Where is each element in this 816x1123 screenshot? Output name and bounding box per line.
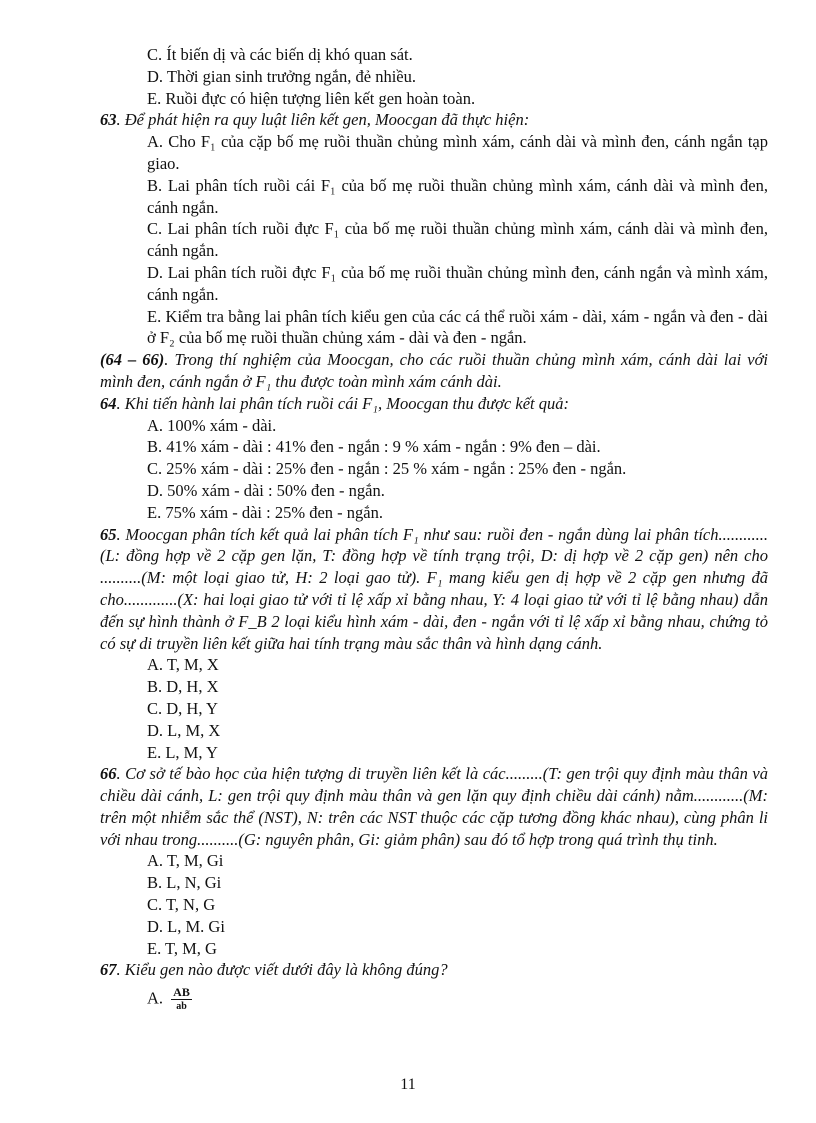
question-67 [100, 959, 768, 981]
option-e: E. T, M, G [147, 938, 217, 958]
option-d: D. Thời gian sinh trưởng ngắn, đẻ nhiều. [147, 66, 416, 86]
question-text: . Khi tiến hành lai phân tích ruồi cái F₁, Moocgan thu được kết quả: [116, 393, 569, 413]
option-c: C. T, N, G [147, 895, 216, 915]
option-label: A. [147, 988, 164, 1008]
option-b: B. D, H, X [147, 677, 219, 697]
option-d: D. L, M, X [147, 720, 221, 740]
option-b: B. 41% xám - dài : 41% đen - ngắn : 9 % xám - ngắn : 9% đen – dài. [147, 437, 601, 457]
question-text: . Để phát hiện ra quy luật liên kết gen, Moocgan đã thực hiện: [116, 110, 530, 130]
question-number: 63 [100, 110, 117, 130]
option-d: D. L, M. Gi [147, 916, 225, 936]
page-number: 11 [400, 1076, 416, 1093]
option-d: D. Lai phân tích ruồi đực F₁ của bố mẹ ruồi thuần chủng mình đen, cánh ngắn và mình xám, cánh ngắn. [147, 262, 768, 304]
fraction-denominator: ab [176, 1001, 187, 1013]
question-text: . Cơ sở tế bào học của hiện tượng di truyền liên kết là các.........(T: gen trội quy định màu thân và chiều dài cánh, L: gen trội quy định màu thân và gen lặn quy định chiều dài cánh) nằm............(M: trên một nhiễm sắc thể (NST), N: trên các NST thuộc các cặp tương đồng khác nhau), cùng phân li với nhau trong..........(G: nguyên phân, Gi: giảm phân) sau đó tổ hợp trong quá trình thụ tinh. [100, 764, 768, 849]
question-number: (64 – 66) [100, 350, 165, 370]
option-a: A. T, M, X [147, 655, 219, 675]
option-e: E. Ruồi đực có hiện tượng liên kết gen hoàn toàn. [147, 88, 476, 108]
option-b: B. L, N, Gi [147, 873, 222, 893]
question-66 [100, 763, 768, 850]
question-number: 65 [100, 524, 117, 544]
question-group-64-66 [100, 349, 768, 393]
option-a [100, 985, 768, 1014]
option-b: B. Lai phân tích ruồi cái F₁ của bố mẹ ruồi thuần chủng mình xám, cánh dài và mình đen, cánh ngắn. [147, 175, 768, 217]
option-e: E. 75% xám - dài : 25% đen - ngắn. [147, 502, 383, 522]
document-page [100, 44, 768, 1014]
question-text: . Trong thí nghiệm của Moocgan, cho các ruồi thuần chủng mình xám, cánh dài lai với mình đen, cánh ngắn ở F₁ thu được toàn mình xám cánh dài. [100, 350, 768, 391]
question-number: 64 [100, 393, 117, 413]
option-a: A. Cho F₁ của cặp bố mẹ ruồi thuần chủng mình xám, cánh dài và mình đen, cánh ngắn tạp giao. [147, 132, 768, 173]
option-c: C. D, H, Y [147, 698, 218, 718]
option-a: A. 100% xám - dài. [147, 415, 277, 435]
option-e: E. Kiểm tra bằng lai phân tích kiểu gen của các cá thể ruồi xám - dài, xám - ngắn và đen - dài ở F₂ của bố mẹ ruồi thuần chủng xám - dài và đen - ngắn. [147, 306, 768, 348]
option-c: C. Ít biến dị và các biến dị khó quan sát. [147, 45, 413, 64]
question-65 [100, 524, 768, 655]
question-text: . Kiểu gen nào được viết dưới đây là không đúng? [116, 960, 448, 980]
genotype-fraction [171, 985, 192, 1014]
question-text: . Moocgan phân tích kết quả lai phân tích F₁ như sau: ruồi đen - ngắn dùng lai phân tích............(L: đồng hợp về 2 cặp gen lặn, T: đồng hợp về tính trạng trội, D: dị hợp về 2 cặp gen) nên cho ..........(M: một loại giao tử, H: 2 loại gao tử). F₁ mang kiểu gen dị hợp về 2 cặp gen nhưng đã cho.............(X: hai loại giao tử với tỉ lệ xấp xỉ bằng nhau, Y: 4 loại giao tử với tỉ lệ bằng nhau) dẫn đến sự hình thành ở F_B 2 loại kiểu hình xám - dài, đen - ngắn với tỉ lệ xấp xỉ bằng nhau, chứng tỏ có sự di truyền liên kết giữa hai tính trạng màu sắc thân và hình dạng cánh. [100, 524, 768, 653]
question-63 [100, 109, 768, 131]
question-number: 67 [100, 960, 117, 980]
option-d: D. 50% xám - dài : 50% đen - ngắn. [147, 480, 385, 500]
option-c: C. Lai phân tích ruồi đực F₁ của bố mẹ ruồi thuần chủng mình xám, cánh dài và mình đen, cánh ngắn. [147, 219, 768, 261]
option-c: C. 25% xám - dài : 25% đen - ngắn : 25 % xám - ngắn : 25% đen - ngắn. [147, 459, 627, 479]
option-e: E. L, M, Y [147, 742, 218, 762]
option-a: A. T, M, Gi [147, 851, 224, 871]
question-number: 66 [100, 764, 117, 784]
question-64 [100, 393, 768, 415]
fraction-numerator: AB [173, 985, 190, 1000]
